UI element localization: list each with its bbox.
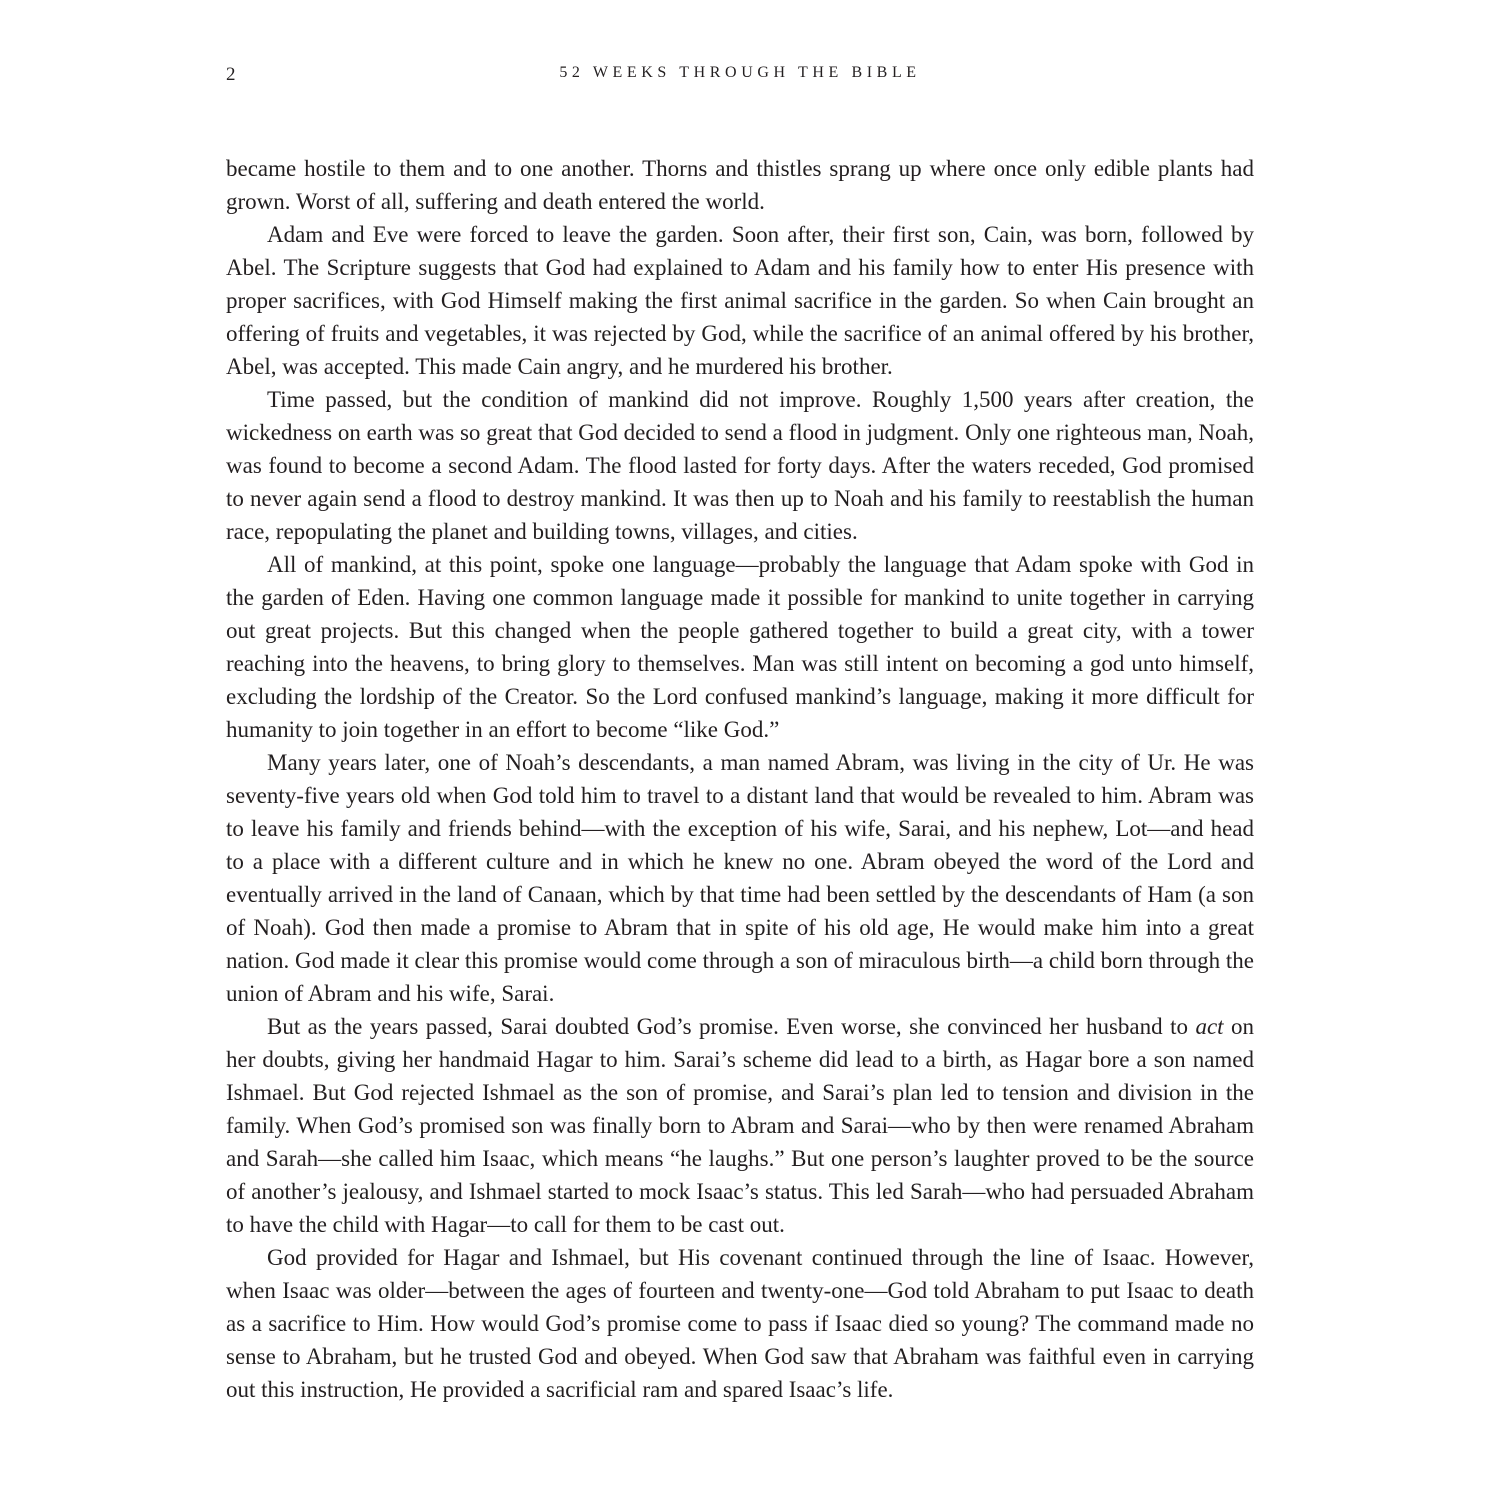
paragraph-6	[226, 1010, 1254, 1241]
running-head-title: 52 WEEKS THROUGH THE BIBLE	[559, 64, 921, 81]
paragraph-4: All of mankind, at this point, spoke one language—probably the language that Adam spoke with God in the garden of Eden. Having one common language made it possible for mankind to unite together in carrying out great projects. But this changed when the people gathered together to build a great city, with a tower reaching into the heavens, to bring glory to themselves. Man was still intent on becoming a god unto himself, excluding the lordship of the Creator. So the Lord confused mankind’s language, making it more difficult for humanity to join together in an effort to become “like God.”	[226, 552, 1254, 742]
paragraph-7: God provided for Hagar and Ishmael, but His covenant continued through the line of Isaac. However, when Isaac was older—between the ages of fourteen and twenty-one—God told Abraham to put Isaac to death as a sacrifice to Him. How would God’s promise come to pass if Isaac died so young? The command made no sense to Abraham, but he trusted God and obeyed. When God saw that Abraham was faithful even in carrying out this instruction, He provided a sacrificial ram and spared Isaac’s life.	[226, 1245, 1254, 1402]
paragraph-1: became hostile to them and to one another. Thorns and thistles sprang up where once only edible plants had grown. Worst of all, suffering and death entered the world.	[226, 156, 1254, 214]
body-text	[226, 152, 1254, 1406]
paragraph-6-end: on her doubts, giving her handmaid Hagar to him. Sarai’s scheme did lead to a birth, as Hagar bore a son named Ishmael. But God rejected Ishmael as the son of promise, and Sarai’s plan led to tension and division in the family. When God’s promised son was finally born to Abram and Sarai—who by then were renamed Abraham and Sarah—she called him Isaac, which means “he laughs.” But one person’s laughter proved to be the source of another’s jealousy, and Ishmael started to mock Isaac’s status. This led Sarah—who had persuaded Abraham to have the child with Hagar—to call for them to be cast out.	[226, 1014, 1254, 1237]
paragraph-5: Many years later, one of Noah’s descendants, a man named Abram, was living in the city of Ur. He was seventy-five years old when God told him to travel to a distant land that would be revealed to him. Abram was to leave his family and friends behind—with the exception of his wife, Sarai, and his nephew, Lot—and head to a place with a different culture and in which he knew no one. Abram obeyed the word of the Lord and eventually arrived in the land of Canaan, which by that time had been settled by the descendants of Ham (a son of Noah). God then made a promise to Abram that in spite of his old age, He would make him into a great nation. God made it clear this promise would come through a son of miraculous birth—a child born through the union of Abram and his wife, Sarai.	[226, 750, 1254, 1006]
paragraph-2: Adam and Eve were forced to leave the garden. Soon after, their first son, Cain, was born, followed by Abel. The Scripture suggests that God had explained to Adam and his family how to enter His presence with proper sacrifices, with God Himself making the first animal sacrifice in the garden. So when Cain brought an offering of fruits and vegetables, it was rejected by God, while the sacrifice of an animal offered by his brother, Abel, was accepted. This made Cain angry, and he murdered his brother.	[226, 222, 1254, 379]
page-number: 2	[226, 64, 237, 85]
paragraph-6-emphasis: act	[1195, 1014, 1224, 1039]
running-head	[226, 64, 1254, 94]
paragraph-3: Time passed, but the condition of mankind did not improve. Roughly 1,500 years after creation, the wickedness on earth was so great that God decided to send a flood in judgment. Only one righteous man, Noah, was found to become a second Adam. The flood lasted for forty days. After the waters receded, God promised to never again send a flood to destroy mankind. It was then up to Noah and his family to reestablish the human race, repopulating the planet and building towns, villages, and cities.	[226, 387, 1254, 544]
paragraph-6-start: But as the years passed, Sarai doubted God’s promise. Even worse, she convinced her husband to	[267, 1014, 1196, 1039]
